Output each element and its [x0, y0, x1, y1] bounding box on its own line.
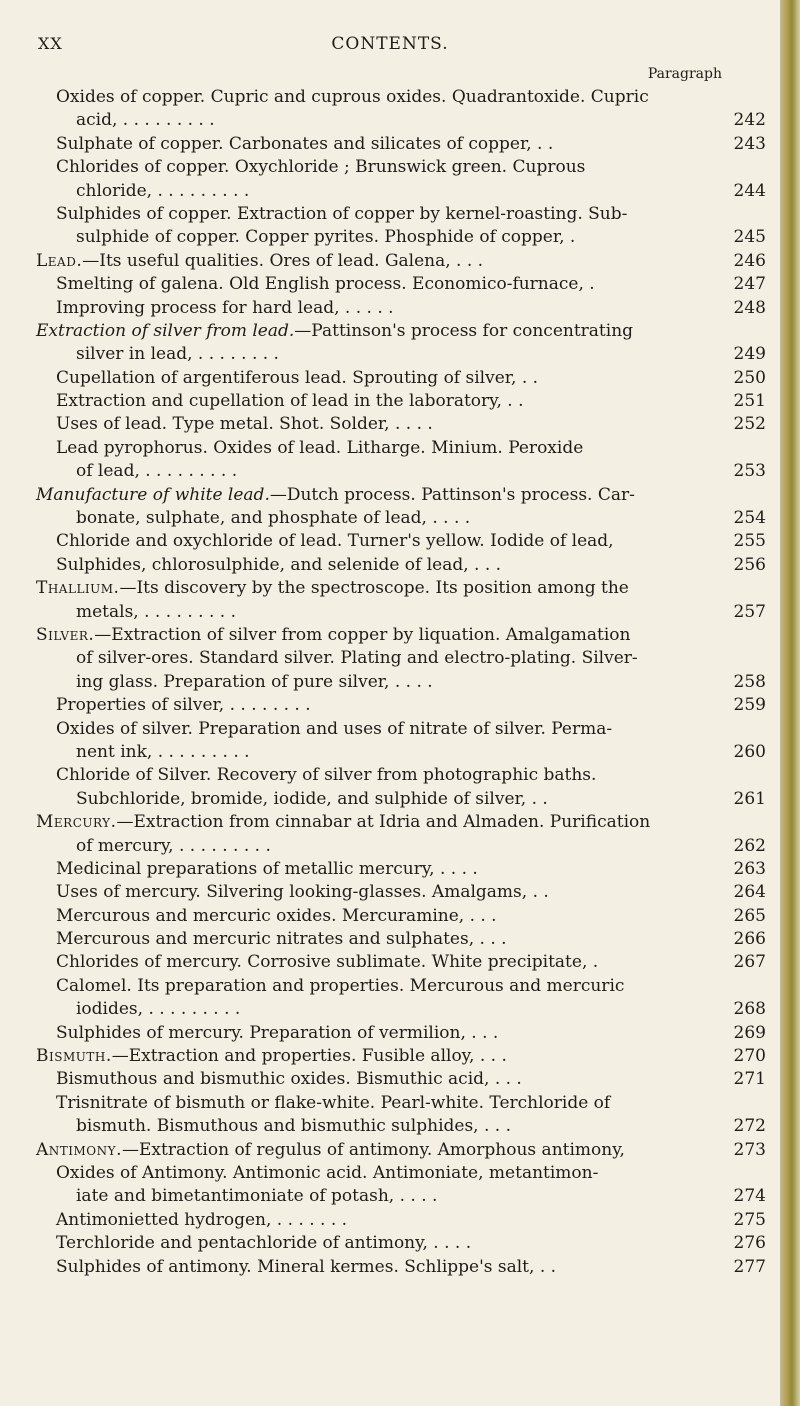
paragraph-number: 276 — [733, 1233, 766, 1254]
entry-text: Extraction and cupellation of lead in the laboratory, . . — [56, 391, 524, 412]
entry-line — [36, 273, 766, 296]
entry-line — [36, 484, 766, 507]
paragraph-number: 269 — [733, 1022, 766, 1043]
entry-text: chloride, . . . . . . . . . — [76, 180, 250, 201]
entry-text: Sulphate of copper. Carbonates and silicates of copper, . . — [56, 133, 554, 154]
entry-line — [36, 881, 766, 904]
entry-line — [36, 1092, 766, 1115]
contents-entry — [36, 718, 766, 765]
paragraph-number: 253 — [733, 461, 766, 482]
entry-text: Mercurous and mercuric oxides. Mercuramine, . . . — [56, 905, 497, 926]
entry-line — [36, 694, 766, 717]
entry-text: of mercury, . . . . . . . . . — [76, 835, 271, 856]
contents-entry — [36, 1209, 766, 1232]
contents-entry — [36, 86, 766, 133]
page-edge — [780, 0, 800, 1406]
paragraph-number: 254 — [733, 508, 766, 529]
contents-entry — [36, 484, 766, 531]
paragraph-number: 244 — [733, 180, 766, 201]
contents-entry — [36, 905, 766, 928]
entry-line — [36, 601, 766, 624]
entry-line — [36, 811, 766, 834]
entry-text: Medicinal preparations of metallic mercury, . . . . — [56, 858, 478, 879]
paragraph-column-label: Paragraph — [647, 66, 722, 82]
entry-line — [36, 1256, 766, 1279]
entry-line — [36, 647, 766, 670]
entry-line — [36, 1115, 766, 1138]
entry-text: of silver-ores. Standard silver. Plating and electro-plating. Silver- — [76, 648, 638, 669]
contents-entry — [36, 203, 766, 250]
entry-text: —Extraction of regulus of antimony. Amorphous antimony, — [121, 1139, 625, 1160]
entry-text: silver in lead, . . . . . . . . — [76, 344, 279, 365]
entry-line — [36, 507, 766, 530]
paragraph-number: 246 — [733, 250, 766, 271]
contents-entry — [36, 951, 766, 974]
entry-line — [36, 554, 766, 577]
entry-line — [36, 250, 766, 273]
paragraph-number: 257 — [733, 601, 766, 622]
entry-line — [36, 297, 766, 320]
section-heading: Thallium. — [36, 578, 120, 599]
entry-text: bonate, sulphate, and phosphate of lead, . . . . — [76, 508, 471, 529]
entry-text: sulphide of copper. Copper pyrites. Phosphide of copper, . — [76, 227, 576, 248]
entry-line — [36, 343, 766, 366]
entry-text: Chlorides of mercury. Corrosive sublimate. White precipitate, . — [56, 952, 599, 973]
entry-line — [36, 858, 766, 881]
paragraph-number: 272 — [733, 1116, 766, 1137]
contents-entry — [36, 1068, 766, 1091]
entry-line — [36, 156, 766, 179]
contents-entry — [36, 530, 766, 553]
entry-text: Oxides of copper. Cupric and cuprous oxides. Quadrantoxide. Cupric — [56, 87, 649, 107]
entry-text: Oxides of Antimony. Antimonic acid. Antimoniate, metantimon- — [56, 1162, 599, 1183]
entry-text: Trisnitrate of bismuth or flake-white. Pearl-white. Terchloride of — [56, 1092, 611, 1113]
contents-entry — [36, 858, 766, 881]
contents-entry — [36, 881, 766, 904]
section-heading: Antimony. — [36, 1139, 122, 1160]
entry-line — [36, 390, 766, 413]
contents-entry — [36, 1092, 766, 1139]
contents-entry — [36, 624, 766, 694]
paragraph-number: 265 — [733, 905, 766, 926]
entry-line — [36, 764, 766, 787]
entry-text: iate and bimetantimoniate of potash, . . . . — [76, 1186, 438, 1207]
entry-line — [36, 203, 766, 226]
entry-line — [36, 86, 766, 109]
paragraph-number: 255 — [733, 531, 766, 552]
entry-text: Terchloride and pentachloride of antimony, . . . . — [56, 1233, 472, 1254]
paragraph-number: 258 — [733, 671, 766, 692]
entry-line — [36, 109, 766, 132]
entry-line — [36, 788, 766, 811]
contents-entry — [36, 437, 766, 484]
paragraph-number: 260 — [733, 741, 766, 762]
paragraph-number: 262 — [733, 835, 766, 856]
entry-text: ing glass. Preparation of pure silver, . . . . — [76, 671, 433, 692]
contents-entry — [36, 250, 766, 273]
contents-entry — [36, 928, 766, 951]
contents-entry — [36, 554, 766, 577]
contents-entry — [36, 1139, 766, 1162]
entry-text: Bismuthous and bismuthic oxides. Bismuthic acid, . . . — [56, 1069, 522, 1090]
entry-text: Sulphides of copper. Extraction of copper by kernel-roasting. Sub- — [56, 203, 628, 224]
entry-text: of lead, . . . . . . . . . — [76, 461, 238, 482]
paragraph-number: 249 — [733, 344, 766, 365]
paragraph-number: 267 — [733, 952, 766, 973]
entry-text: Subchloride, bromide, iodide, and sulphide of silver, . . — [76, 788, 548, 809]
entry-text: Properties of silver, . . . . . . . . — [56, 695, 311, 716]
section-heading: Silver. — [36, 624, 95, 645]
entry-text: Calomel. Its preparation and properties. Mercurous and mercuric — [56, 975, 625, 996]
page-number: XX — [38, 34, 63, 53]
paragraph-number: 266 — [733, 929, 766, 950]
entry-line — [36, 180, 766, 203]
entry-line — [36, 1209, 766, 1232]
entry-line — [36, 413, 766, 436]
paragraph-number: 275 — [733, 1209, 766, 1230]
entry-text: Cupellation of argentiferous lead. Sprouting of silver, . . — [56, 367, 539, 388]
contents-entry — [36, 694, 766, 717]
entry-text: Chloride and oxychloride of lead. Turner's yellow. Iodide of lead, — [56, 531, 614, 552]
entry-line — [36, 718, 766, 741]
entry-line — [36, 1022, 766, 1045]
entry-text: Sulphides, chlorosulphide, and selenide of lead, . . . — [56, 554, 502, 575]
entry-line — [36, 1068, 766, 1091]
section-heading: Mercury. — [36, 812, 117, 833]
entry-line — [36, 577, 766, 600]
entry-text: —Its useful qualities. Ores of lead. Galena, . . . — [82, 250, 484, 271]
paragraph-number: 268 — [733, 999, 766, 1020]
paragraph-number: 252 — [733, 414, 766, 435]
entry-text: Oxides of silver. Preparation and uses of nitrate of silver. Perma- — [56, 718, 613, 739]
section-heading: Bismuth. — [36, 1046, 112, 1067]
entry-line — [36, 905, 766, 928]
entry-line — [36, 671, 766, 694]
contents-entry — [36, 1232, 766, 1255]
paragraph-number: 261 — [733, 788, 766, 809]
contents-entry — [36, 367, 766, 390]
entry-text: bismuth. Bismuthous and bismuthic sulphides, . . . — [76, 1116, 512, 1137]
entry-text: iodides, . . . . . . . . . — [76, 999, 241, 1020]
entry-line — [36, 1232, 766, 1255]
paragraph-number: 274 — [733, 1186, 766, 1207]
paragraph-number: 243 — [733, 133, 766, 154]
entry-line — [36, 835, 766, 858]
entry-line — [36, 437, 766, 460]
paragraph-number: 264 — [733, 882, 766, 903]
entry-line — [36, 928, 766, 951]
contents-entry — [36, 1162, 766, 1209]
paragraph-number: 248 — [733, 297, 766, 318]
entry-line — [36, 460, 766, 483]
contents-entry — [36, 1022, 766, 1045]
paragraph-number: 270 — [733, 1046, 766, 1067]
entry-line — [36, 1185, 766, 1208]
contents-entry — [36, 811, 766, 858]
paragraph-number: 259 — [733, 695, 766, 716]
entry-line — [36, 530, 766, 553]
entry-line — [36, 1139, 766, 1162]
subsection-heading: Extraction of silver from lead. — [36, 320, 295, 341]
entry-text: metals, . . . . . . . . . — [76, 601, 236, 622]
entry-text: Smelting of galena. Old English process. Economico-furnace, . — [56, 274, 595, 295]
contents-entry — [36, 1256, 766, 1279]
paragraph-number: 271 — [733, 1069, 766, 1090]
page-title: CONTENTS. — [331, 34, 449, 54]
entry-line — [36, 320, 766, 343]
entry-text: Mercurous and mercuric nitrates and sulphates, . . . — [56, 929, 507, 950]
contents-entry — [36, 273, 766, 296]
contents-entry — [36, 297, 766, 320]
paragraph-number: 256 — [733, 554, 766, 575]
entry-text: Chlorides of copper. Oxychloride ; Brunswick green. Cuprous — [56, 157, 586, 178]
entry-text: —Extraction from cinnabar at Idria and Almaden. Purification — [116, 812, 651, 833]
entry-text: Sulphides of antimony. Mineral kermes. Schlippe's salt, . . — [56, 1256, 557, 1277]
entry-text: —Dutch process. Pattinson's process. Car- — [269, 484, 635, 505]
entry-text: nent ink, . . . . . . . . . — [76, 741, 250, 762]
paragraph-number: 263 — [733, 858, 766, 879]
contents-entry — [36, 764, 766, 811]
entry-line — [36, 1162, 766, 1185]
entry-line — [36, 741, 766, 764]
paragraph-number: 277 — [733, 1256, 766, 1277]
contents-entry — [36, 975, 766, 1022]
entry-line — [36, 624, 766, 647]
subsection-heading: Manufacture of white lead. — [36, 484, 270, 505]
entry-text: Uses of lead. Type metal. Shot. Solder, . . . . — [56, 414, 433, 435]
entry-text: —Its discovery by the spectroscope. Its position among the — [119, 578, 629, 599]
entry-text: Antimonietted hydrogen, . . . . . . . — [56, 1209, 348, 1230]
entry-text: Improving process for hard lead, . . . . . — [56, 297, 394, 318]
entry-line — [36, 226, 766, 249]
entry-text: Chloride of Silver. Recovery of silver from photographic baths. — [56, 765, 597, 786]
entry-text: —Extraction of silver from copper by liquation. Amalgamation — [94, 624, 631, 645]
paragraph-number: 247 — [733, 274, 766, 295]
contents-entry — [36, 577, 766, 624]
entry-line — [36, 367, 766, 390]
paragraph-number: 242 — [733, 110, 766, 131]
contents-entry — [36, 133, 766, 156]
paragraph-number: 273 — [733, 1139, 766, 1160]
entry-line — [36, 998, 766, 1021]
entry-line — [36, 975, 766, 998]
contents-entry — [36, 320, 766, 367]
contents-entry — [36, 156, 766, 203]
paragraph-number: 245 — [733, 227, 766, 248]
contents-list — [36, 86, 766, 1279]
entry-text: acid, . . . . . . . . . — [76, 110, 215, 131]
entry-text: Lead pyrophorus. Oxides of lead. Litharge. Minium. Peroxide — [56, 437, 584, 458]
paragraph-number: 250 — [733, 367, 766, 388]
page-header — [0, 34, 780, 58]
entry-line — [36, 951, 766, 974]
contents-entry — [36, 413, 766, 436]
contents-entry — [36, 390, 766, 413]
entry-text: —Extraction and properties. Fusible alloy, . . . — [111, 1046, 507, 1067]
section-heading: Lead. — [36, 250, 83, 271]
entry-line — [36, 1045, 766, 1068]
entry-text: Uses of mercury. Silvering looking-glasses. Amalgams, . . — [56, 882, 549, 903]
paragraph-number: 251 — [733, 391, 766, 412]
entry-text: —Pattinson's process for concentrating — [294, 320, 634, 341]
entry-text: Sulphides of mercury. Preparation of vermilion, . . . — [56, 1022, 499, 1043]
contents-entry — [36, 1045, 766, 1068]
entry-line — [36, 133, 766, 156]
